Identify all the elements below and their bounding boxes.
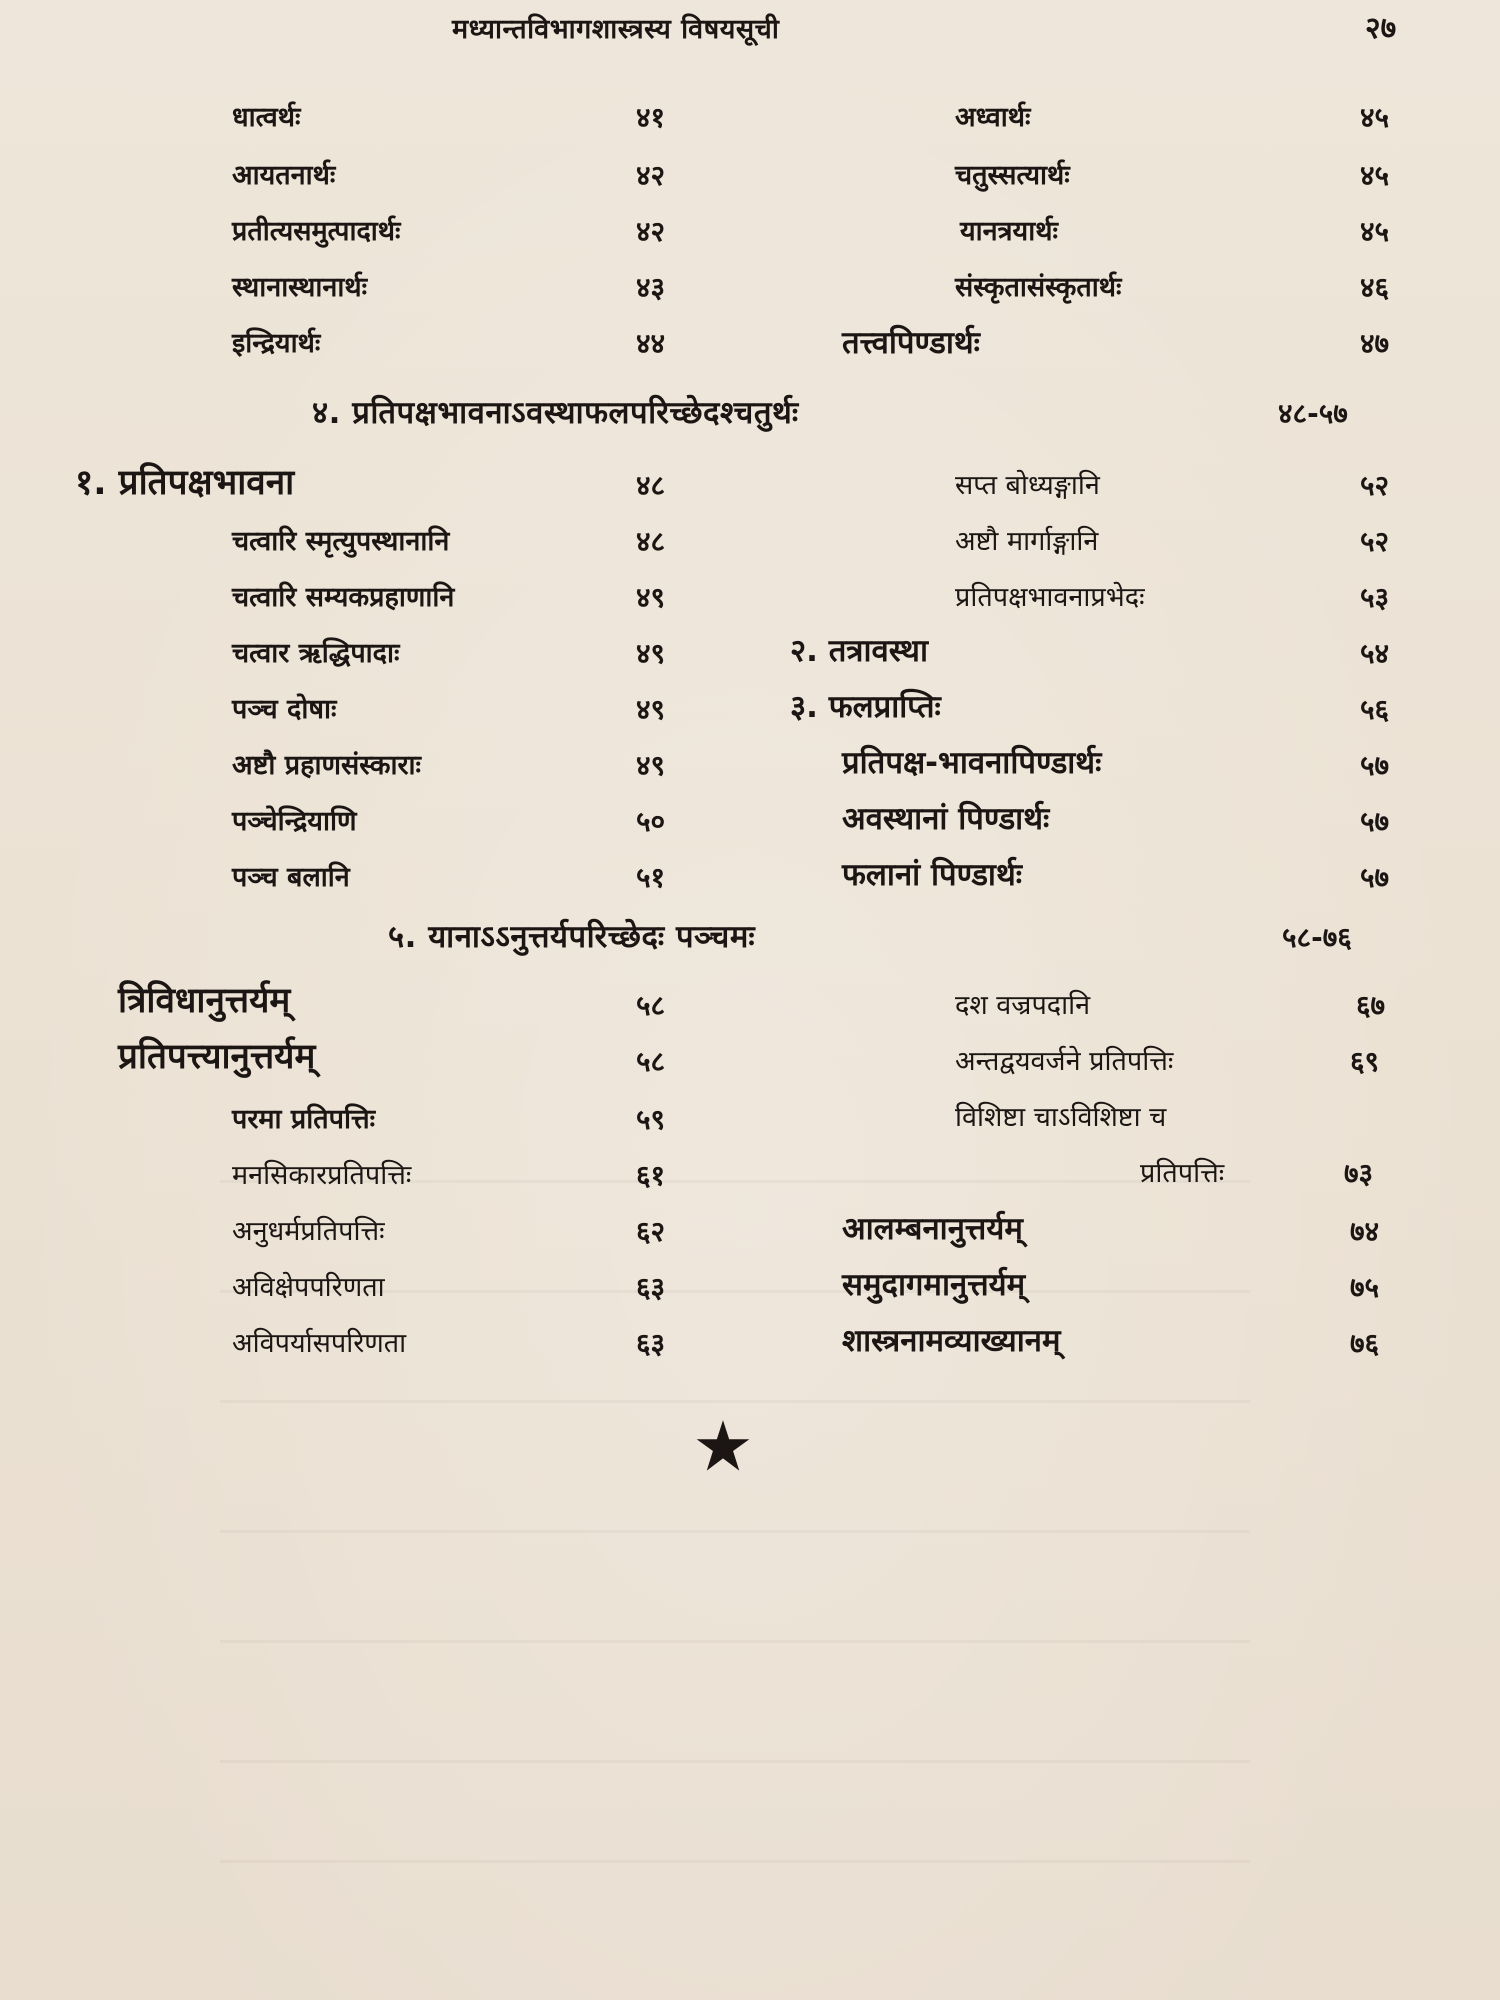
toc-entry-label: चत्वारि सम्यकप्रहाणानि <box>232 582 455 613</box>
page-header-title: मध्यान्तविभागशास्त्रस्य विषयसूची <box>452 14 780 45</box>
toc-entry-label: अविक्षेपपरिणता <box>232 1272 385 1303</box>
toc-entry-label: अष्टौ मार्गाङ्गानि <box>955 526 1099 557</box>
toc-entry-page: ६७ <box>1356 989 1386 1022</box>
toc-entry-label: चत्वार ऋद्धिपादाः <box>232 638 400 669</box>
toc-entry-page: ७३ <box>1344 1157 1374 1190</box>
toc-entry-page: ४९ <box>636 749 666 782</box>
toc-entry-page: ५१ <box>636 861 666 894</box>
toc-entry-page: ५४ <box>1360 637 1390 670</box>
toc-entry-label: यानत्रयार्थः <box>960 216 1058 247</box>
toc-entry-label: इन्द्रियार्थः <box>232 328 321 359</box>
section-heading: ४. प्रतिपक्षभावनाऽवस्थाफलपरिच्छेदश्चतुर्थः <box>312 395 799 431</box>
toc-entry-page: ६२ <box>636 1215 666 1248</box>
toc-entry-page: ७४ <box>1350 1215 1380 1248</box>
toc-entry-label: प्रतीत्यसमुत्पादार्थः <box>232 216 401 247</box>
toc-entry-page: ५८ <box>636 1045 666 1078</box>
toc-entry-label: तत्त्वपिण्डार्थः <box>842 325 980 361</box>
subsection-heading: १. प्रतिपक्षभावना <box>75 463 295 503</box>
toc-entry-label: दश वज्रपदानि <box>955 990 1091 1021</box>
toc-entry-label: चत्वारि स्मृत्युपस्थानानि <box>232 526 450 557</box>
toc-entry-page: ४९ <box>636 693 666 726</box>
toc-entry-label: धात्वर्थः <box>232 102 301 133</box>
toc-entry-label: सप्त बोध्यङ्गानि <box>955 470 1100 501</box>
toc-entry-label: स्थानास्थानार्थः <box>232 272 368 303</box>
toc-entry-page: ४८ <box>636 525 666 558</box>
bleed-through-line <box>220 1760 1250 1763</box>
toc-entry-label: संस्कृतासंस्कृतार्थः <box>955 272 1122 303</box>
toc-entry-label: मनसिकारप्रतिपत्तिः <box>232 1160 412 1191</box>
toc-entry-label: अवस्थानां पिण्डार्थः <box>842 801 1050 837</box>
toc-entry-label: अन्तद्वयवर्जने प्रतिपत्तिः <box>955 1046 1174 1077</box>
toc-entry-label: ३. फलप्राप्तिः <box>790 689 941 725</box>
toc-entry-page: ५२ <box>1360 469 1390 502</box>
toc-entry-page: ४२ <box>636 215 666 248</box>
toc-entry-label: चतुस्सत्यार्थः <box>955 160 1070 191</box>
toc-entry-label: विशिष्टा चाऽविशिष्टा च <box>955 1102 1167 1133</box>
bleed-through-line <box>220 1530 1250 1533</box>
toc-entry-page: ५६ <box>1360 693 1390 726</box>
toc-entry-label: अध्वार्थः <box>955 102 1031 133</box>
toc-entry-label: फलानां पिण्डार्थः <box>842 857 1023 893</box>
toc-entry-page: ५७ <box>1360 805 1390 838</box>
toc-entry-label: २. तत्रावस्था <box>790 633 929 669</box>
toc-entry-label-major: त्रिविधानुत्तर्यम् <box>118 981 291 1021</box>
page-number: २७ <box>1365 11 1397 46</box>
toc-entry-page: ६९ <box>1350 1045 1380 1078</box>
section-page-range: ४८-५७ <box>1278 397 1348 430</box>
section-heading: ५. यानाऽऽनुत्तर्यपरिच्छेदः पञ्चमः <box>388 919 756 955</box>
toc-entry-label: शास्त्रनामव्याख्यानम् <box>842 1323 1061 1359</box>
toc-entry-label: समुदागमानुत्तर्यम् <box>842 1267 1026 1303</box>
toc-entry-page: ४८ <box>636 469 666 502</box>
toc-entry-page: ५९ <box>636 1103 666 1136</box>
toc-entry-page: ४१ <box>636 101 666 134</box>
toc-entry-page: ४२ <box>636 159 666 192</box>
toc-entry-label: पञ्चेन्द्रियाणि <box>232 806 357 837</box>
toc-entry-label: आलम्बनानुत्तर्यम् <box>842 1211 1023 1247</box>
toc-entry-page: ६३ <box>636 1327 666 1360</box>
toc-entry-label: प्रतिपक्ष-भावनापिण्डार्थः <box>842 745 1102 781</box>
toc-entry-label-major: प्रतिपत्त्यानुत्तर्यम् <box>118 1037 316 1077</box>
toc-entry-page: ४३ <box>636 271 666 304</box>
toc-entry-label: अविपर्यासपरिणता <box>232 1328 407 1359</box>
toc-entry-page: ५८ <box>636 989 666 1022</box>
toc-entry-label: प्रतिपत्तिः <box>1140 1158 1225 1189</box>
toc-entry-page: ४९ <box>636 637 666 670</box>
toc-entry-label: पञ्च दोषाः <box>232 694 337 725</box>
toc-entry-page: ७६ <box>1350 1327 1380 1360</box>
toc-entry-page: ७५ <box>1350 1271 1380 1304</box>
toc-entry-page: ४५ <box>1360 215 1390 248</box>
toc-entry-label: अष्टौ प्रहाणसंस्काराः <box>232 750 421 781</box>
toc-entry-page: ४५ <box>1360 101 1390 134</box>
toc-entry-label: प्रतिपक्षभावनाप्रभेदः <box>955 582 1145 613</box>
toc-entry-page: ५२ <box>1360 525 1390 558</box>
toc-entry-page: ५३ <box>1360 581 1390 614</box>
toc-entry-page: ५७ <box>1360 749 1390 782</box>
toc-entry-page: ६३ <box>636 1271 666 1304</box>
toc-entry-page: ५० <box>636 805 666 838</box>
star-icon <box>695 1418 751 1474</box>
toc-entry-label: पञ्च बलानि <box>232 862 350 893</box>
bleed-through-line <box>220 1860 1250 1863</box>
toc-entry-page: ४६ <box>1360 271 1390 304</box>
toc-entry-page: ४९ <box>636 581 666 614</box>
toc-entry-page: ५७ <box>1360 861 1390 894</box>
toc-entry-label: परमा प्रतिपत्तिः <box>232 1104 376 1135</box>
toc-entry-page: ६१ <box>636 1159 666 1192</box>
toc-entry-page: ४७ <box>1360 327 1390 360</box>
toc-entry-label: अनुधर्मप्रतिपत्तिः <box>232 1216 385 1247</box>
section-page-range: ५८-७६ <box>1282 921 1352 954</box>
toc-entry-label: आयतनार्थः <box>232 160 336 191</box>
bleed-through-line <box>220 1400 1250 1403</box>
toc-entry-page: ४४ <box>636 327 666 360</box>
bleed-through-line <box>220 1640 1250 1643</box>
toc-entry-page: ४५ <box>1360 159 1390 192</box>
